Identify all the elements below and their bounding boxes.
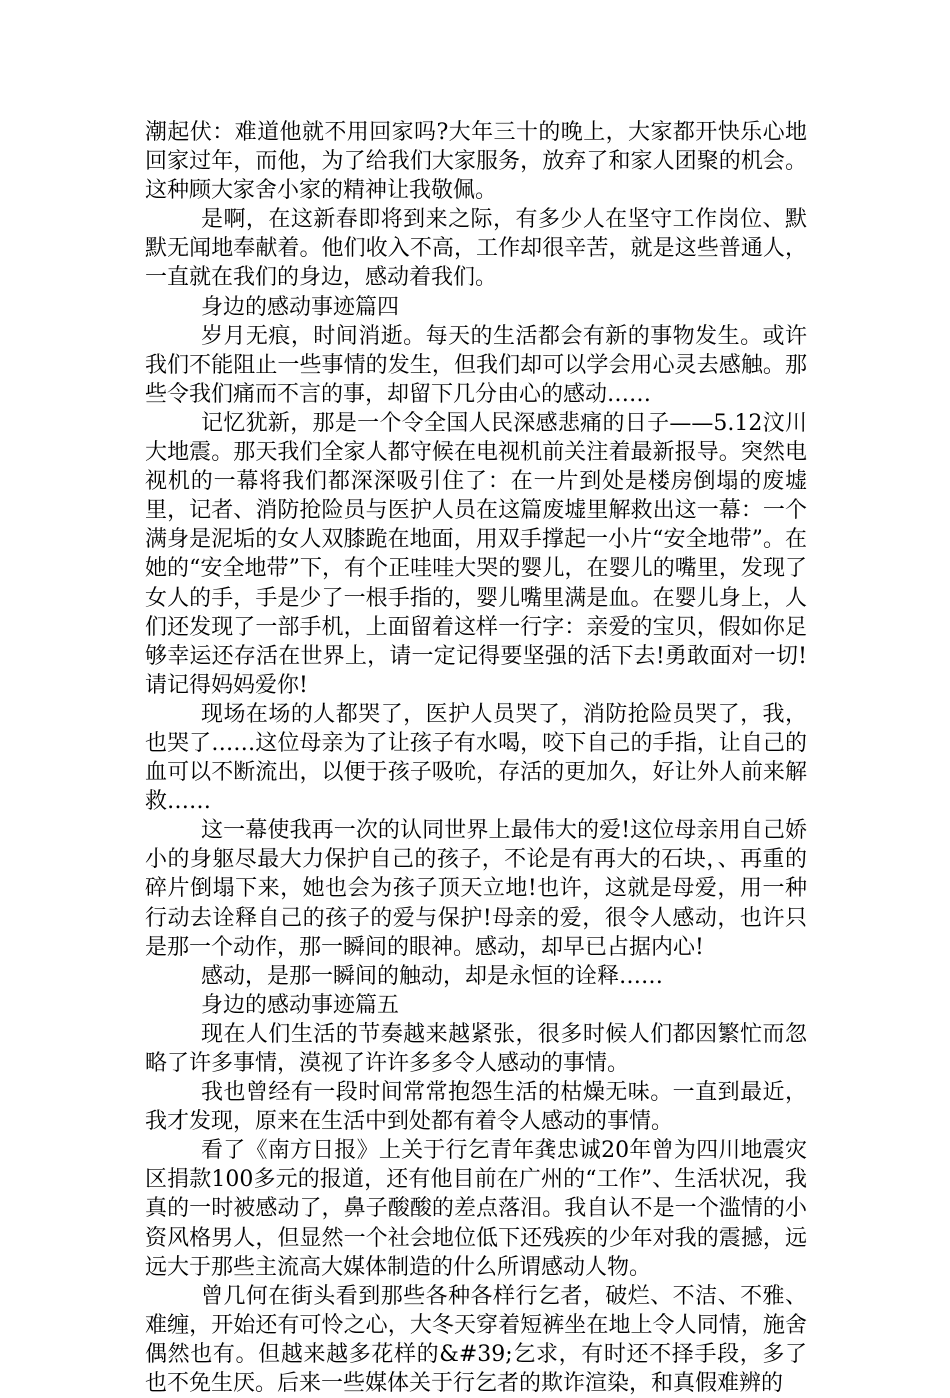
paragraph-1: 潮起伏：难道他就不用回家吗?大年三十的晚上，大家都开快乐心地回家过年，而他，为了给我们大家服务，放弃了和家人团聚的机会。这种顾大家舍小家的精神让我敬佩。 (145, 120, 807, 204)
section-heading-4: 身边的感动事迹篇四 (201, 294, 400, 320)
paragraph-8: 现在人们生活的节奏越来越紧张，很多时候人们都因繁忙而忽略了许多事情，漠视了许许多多令人感动的事情。 (145, 1021, 807, 1076)
paragraph-11: 曾几何在街头看到那些各种各样行乞者，破烂、不洁、不雅、难缠，开始还有可怜之心，大冬天穿着短裤坐在地上令人同情，施舍偶然也有。但越来越多花样的&#39;乞求，有时还不择手段，多了也不免生厌。后来一些媒体关于行乞者的欺诈渲染，和真假难辨的 (145, 1283, 807, 1397)
paragraph-7: 感动，是那一瞬间的触动，却是永恒的诠释…… (201, 963, 664, 989)
paragraph-6: 这一幕使我再一次的认同世界上最伟大的爱!这位母亲用自己娇小的身躯尽最大力保护自己的孩子，不论是有再大的石块，、再重的碎片倒塌下来，她也会为孩子顶天立地!也许，这就是母爱，用一种行动去诠释自己的孩子的爱与保护!母亲的爱，很令人感动，也许只是那一个动作，那一瞬间的眼神。感动，却早已占据内心! (145, 818, 807, 960)
paragraph-9: 我也曾经有一段时间常常抱怨生活的枯燥无味。一直到最近，我才发现，原来在生活中到处都有着令人感动的事情。 (145, 1080, 807, 1135)
document-body (145, 118, 807, 1398)
paragraph-4: 记忆犹新，那是一个令全国人民深感悲痛的日子——5.12汶川大地震。那天我们全家人都守候在电视机前关注着最新报导。突然电视机的一幕将我们都深深吸引住了：在一片到处是楼房倒塌的废墟里，记者、消防抢险员与医护人员在这篇废墟里解救出这一幕：一个满身是泥垢的女人双膝跪在地面，用双手撑起一小片“安全地带”。在她的“安全地带”下，有个正哇哇大哭的婴儿，在婴儿的嘴里，发现了女人的手，手是少了一根手指的，婴儿嘴里满是血。在婴儿身上，人们还发现了一部手机，上面留着这样一行字：亲爱的宝贝，假如你足够幸运还存活在世界上，请一定记得要坚强的活下去!勇敢面对一切!请记得妈妈爱你! (145, 410, 807, 698)
paragraph-5: 现场在场的人都哭了，医护人员哭了，消防抢险员哭了，我，也哭了……这位母亲为了让孩子有水喝，咬下自己的手指，让自己的血可以不断流出，以便于孩子吸吮，存活的更加久，好让外人前来解救…… (145, 701, 807, 815)
paragraph-3: 岁月无痕，时间消逝。每天的生活都会有新的事物发生。或许我们不能阻止一些事情的发生，但我们却可以学会用心灵去感触。那些令我们痛而不言的事，却留下几分由心的感动…… (145, 323, 807, 407)
section-heading-5: 身边的感动事迹篇五 (201, 992, 400, 1018)
paragraph-2: 是啊，在这新春即将到来之际，有多少人在坚守工作岗位、默默无闻地奉献着。他们收入不高，工作却很辛苦，就是这些普通人，一直就在我们的身边，感动着我们。 (145, 207, 807, 291)
paragraph-10: 看了《南方日报》上关于行乞青年龚忠诚20年曾为四川地震灾区捐款100多元的报道，还有他目前在广州的“工作”、生活状况，我真的一时被感动了，鼻子酸酸的差点落泪。我自认不是一个滥情的小资风格男人，但显然一个社会地位低下还残疾的少年对我的震撼，远远大于那些主流高大媒体制造的什么所谓感动人物。 (145, 1138, 807, 1280)
